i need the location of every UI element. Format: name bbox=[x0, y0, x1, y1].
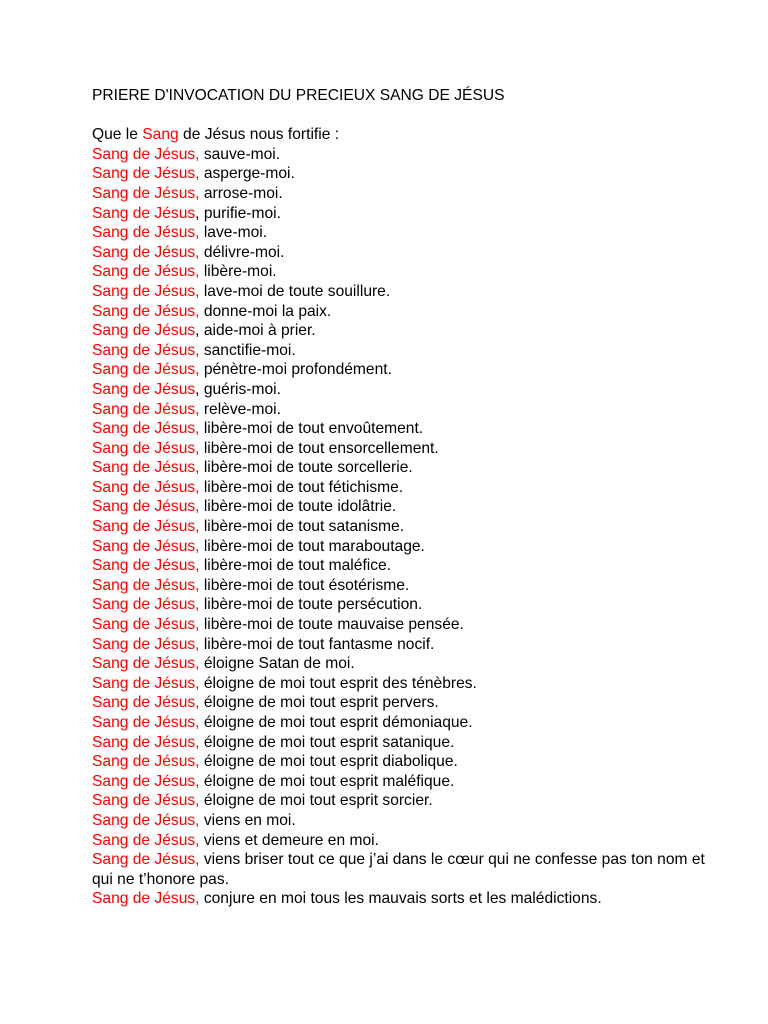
document-body bbox=[92, 86, 712, 909]
invocation-prefix: Sang de Jésus, bbox=[92, 302, 200, 320]
invocation-line bbox=[92, 400, 712, 420]
invocation-text: pénètre-moi profondément. bbox=[199, 361, 392, 379]
invocation-line bbox=[92, 674, 712, 694]
invocation-text: éloigne de moi tout esprit maléfique. bbox=[199, 772, 455, 790]
invocation-text: viens en moi. bbox=[199, 811, 296, 829]
invocation-line bbox=[92, 654, 712, 674]
invocation-text: lave-moi de toute souillure. bbox=[199, 282, 391, 300]
intro-highlight: Sang bbox=[142, 126, 179, 144]
intro-text-after: de Jésus nous fortifie : bbox=[178, 126, 340, 144]
invocation-prefix: Sang de Jésus, bbox=[92, 831, 200, 849]
invocation-line bbox=[92, 439, 712, 459]
invocation-line bbox=[92, 184, 712, 204]
invocation-prefix: Sang de Jésus, bbox=[92, 243, 200, 261]
invocation-text: , aide-moi à prier. bbox=[195, 322, 316, 340]
invocation-prefix: Sang de Jésus, bbox=[92, 557, 200, 575]
invocation-prefix: Sang de Jésus, bbox=[92, 537, 200, 555]
invocation-prefix: Sang de Jésus, bbox=[92, 851, 200, 869]
invocation-line bbox=[92, 497, 712, 517]
invocation-text: libère-moi de tout envoûtement. bbox=[199, 420, 424, 438]
invocation-line bbox=[92, 733, 712, 753]
invocation-prefix: Sang de Jésus, bbox=[92, 400, 200, 418]
invocation-prefix: Sang de Jésus, bbox=[92, 694, 200, 712]
invocation-text: donne-moi la paix. bbox=[199, 302, 332, 320]
invocation-prefix: Sang de Jésus, bbox=[92, 576, 200, 594]
invocation-prefix: Sang de Jésus, bbox=[92, 282, 200, 300]
invocation-line bbox=[92, 302, 712, 322]
invocation-prefix: Sang de Jésus, bbox=[92, 459, 200, 477]
invocation-prefix: Sang de Jésus, bbox=[92, 439, 200, 457]
invocation-prefix: Sang de Jésus, bbox=[92, 635, 200, 653]
intro-line bbox=[92, 125, 712, 145]
invocation-line bbox=[92, 556, 712, 576]
intro-text-before: Que le bbox=[92, 126, 143, 144]
invocation-line bbox=[92, 204, 712, 224]
invocation-prefix: Sang de Jésus, bbox=[92, 811, 200, 829]
invocation-text: libère-moi de tout fétichisme. bbox=[199, 478, 404, 496]
invocation-list bbox=[92, 145, 712, 909]
invocation-prefix: Sang de Jésus, bbox=[92, 792, 200, 810]
invocation-line bbox=[92, 772, 712, 792]
invocation-prefix: Sang de Jésus, bbox=[92, 184, 200, 202]
invocation-prefix: Sang de Jésus, bbox=[92, 420, 200, 438]
invocation-prefix: Sang de Jésus, bbox=[92, 714, 200, 731]
invocation-prefix: Sang de Jésus, bbox=[92, 361, 200, 379]
invocation-text: libère-moi de tout maléfice. bbox=[199, 557, 392, 575]
invocation-text: , purifie-moi. bbox=[195, 204, 281, 222]
invocation-line bbox=[92, 145, 712, 165]
invocation-text: libère-moi de toute idolâtrie. bbox=[199, 498, 397, 516]
invocation-prefix: Sang de Jésus, bbox=[92, 772, 200, 790]
invocation-text: relève-moi. bbox=[199, 400, 281, 418]
invocation-text: libère-moi de tout maraboutage. bbox=[199, 537, 425, 555]
invocation-line bbox=[92, 164, 712, 184]
invocation-prefix: Sang de Jésus, bbox=[92, 165, 200, 183]
invocation-text: libère-moi de tout fantasme nocif. bbox=[199, 635, 435, 653]
invocation-prefix: Sang de Jésus bbox=[92, 204, 196, 222]
invocation-line bbox=[92, 517, 712, 537]
invocation-line bbox=[92, 360, 712, 380]
invocation-prefix: Sang de Jésus, bbox=[92, 674, 200, 692]
invocation-line bbox=[92, 537, 712, 557]
blank-line bbox=[92, 106, 712, 126]
invocation-line bbox=[92, 341, 712, 361]
invocation-text: éloigne de moi tout esprit des ténèbres. bbox=[199, 674, 477, 692]
invocation-text: éloigne de moi tout esprit démoniaque. bbox=[199, 714, 473, 731]
invocation-text: libère-moi de tout satanisme. bbox=[199, 518, 405, 536]
invocation-prefix: Sang de Jésus, bbox=[92, 498, 200, 516]
invocation-text: éloigne de moi tout esprit pervers. bbox=[199, 694, 439, 712]
invocation-prefix: Sang de Jésus, bbox=[92, 753, 200, 771]
invocation-prefix: Sang de Jésus bbox=[92, 322, 196, 340]
invocation-line bbox=[92, 458, 712, 478]
invocation-text: viens briser tout ce que j’ai dans le cœur qui ne confesse pas ton nom et qui ne t’honore pas. bbox=[92, 851, 705, 888]
invocation-text: libère-moi de toute mauvaise pensée. bbox=[199, 616, 464, 634]
invocation-text: libère-moi. bbox=[199, 263, 277, 281]
invocation-line bbox=[92, 615, 712, 635]
invocation-line bbox=[92, 262, 712, 282]
invocation-text: libère-moi de toute sorcellerie. bbox=[199, 459, 413, 477]
invocation-line bbox=[92, 693, 712, 713]
invocation-text: libère-moi de tout ésotérisme. bbox=[199, 576, 410, 594]
invocation-line bbox=[92, 243, 712, 263]
invocation-text: éloigne Satan de moi. bbox=[199, 655, 355, 673]
invocation-line bbox=[92, 811, 712, 831]
invocation-line bbox=[92, 282, 712, 302]
invocation-prefix: Sang de Jésus, bbox=[92, 890, 200, 908]
invocation-line bbox=[92, 380, 712, 400]
invocation-line bbox=[92, 478, 712, 498]
invocation-prefix: Sang de Jésus, bbox=[92, 733, 200, 751]
invocation-line bbox=[92, 595, 712, 615]
invocation-line bbox=[92, 831, 712, 851]
invocation-line bbox=[92, 576, 712, 596]
invocation-prefix: Sang de Jésus, bbox=[92, 341, 200, 359]
invocation-text: libère-moi de toute persécution. bbox=[199, 596, 423, 614]
invocation-line bbox=[92, 223, 712, 243]
invocation-text: éloigne de moi tout esprit satanique. bbox=[199, 733, 455, 751]
invocation-prefix: Sang de Jésus, bbox=[92, 616, 200, 634]
invocation-line bbox=[92, 713, 712, 733]
invocation-text: conjure en moi tous les mauvais sorts et les malédictions. bbox=[199, 890, 602, 908]
invocation-prefix: Sang de Jésus, bbox=[92, 145, 200, 163]
invocation-line bbox=[92, 752, 712, 772]
invocation-line bbox=[92, 850, 712, 889]
invocation-prefix: Sang de Jésus, bbox=[92, 263, 200, 281]
invocation-text: viens et demeure en moi. bbox=[199, 831, 379, 849]
invocation-line bbox=[92, 321, 712, 341]
invocation-prefix: Sang de Jésus, bbox=[92, 478, 200, 496]
invocation-prefix: Sang de Jésus, bbox=[92, 655, 200, 673]
invocation-text: éloigne de moi tout esprit sorcier. bbox=[199, 792, 433, 810]
invocation-text: éloigne de moi tout esprit diabolique. bbox=[199, 753, 458, 771]
invocation-line bbox=[92, 419, 712, 439]
invocation-text: délivre-moi. bbox=[199, 243, 285, 261]
invocation-text: lave-moi. bbox=[199, 224, 268, 242]
invocation-text: arrose-moi. bbox=[199, 184, 283, 202]
invocation-text: sauve-moi. bbox=[199, 145, 281, 163]
invocation-line bbox=[92, 635, 712, 655]
invocation-line bbox=[92, 889, 712, 909]
document-title: PRIERE D'INVOCATION DU PRECIEUX SANG DE JÉSUS bbox=[92, 87, 505, 104]
invocation-prefix: Sang de Jésus, bbox=[92, 224, 200, 242]
invocation-text: libère-moi de tout ensorcellement. bbox=[199, 439, 439, 457]
invocation-text: sanctifie-moi. bbox=[199, 341, 296, 359]
invocation-line bbox=[92, 791, 712, 811]
invocation-prefix: Sang de Jésus, bbox=[92, 596, 200, 614]
invocation-prefix: Sang de Jésus, bbox=[92, 518, 200, 536]
invocation-text: , guéris-moi. bbox=[195, 380, 281, 398]
invocation-text: asperge-moi. bbox=[199, 165, 295, 183]
invocation-prefix: Sang de Jésus bbox=[92, 380, 196, 398]
